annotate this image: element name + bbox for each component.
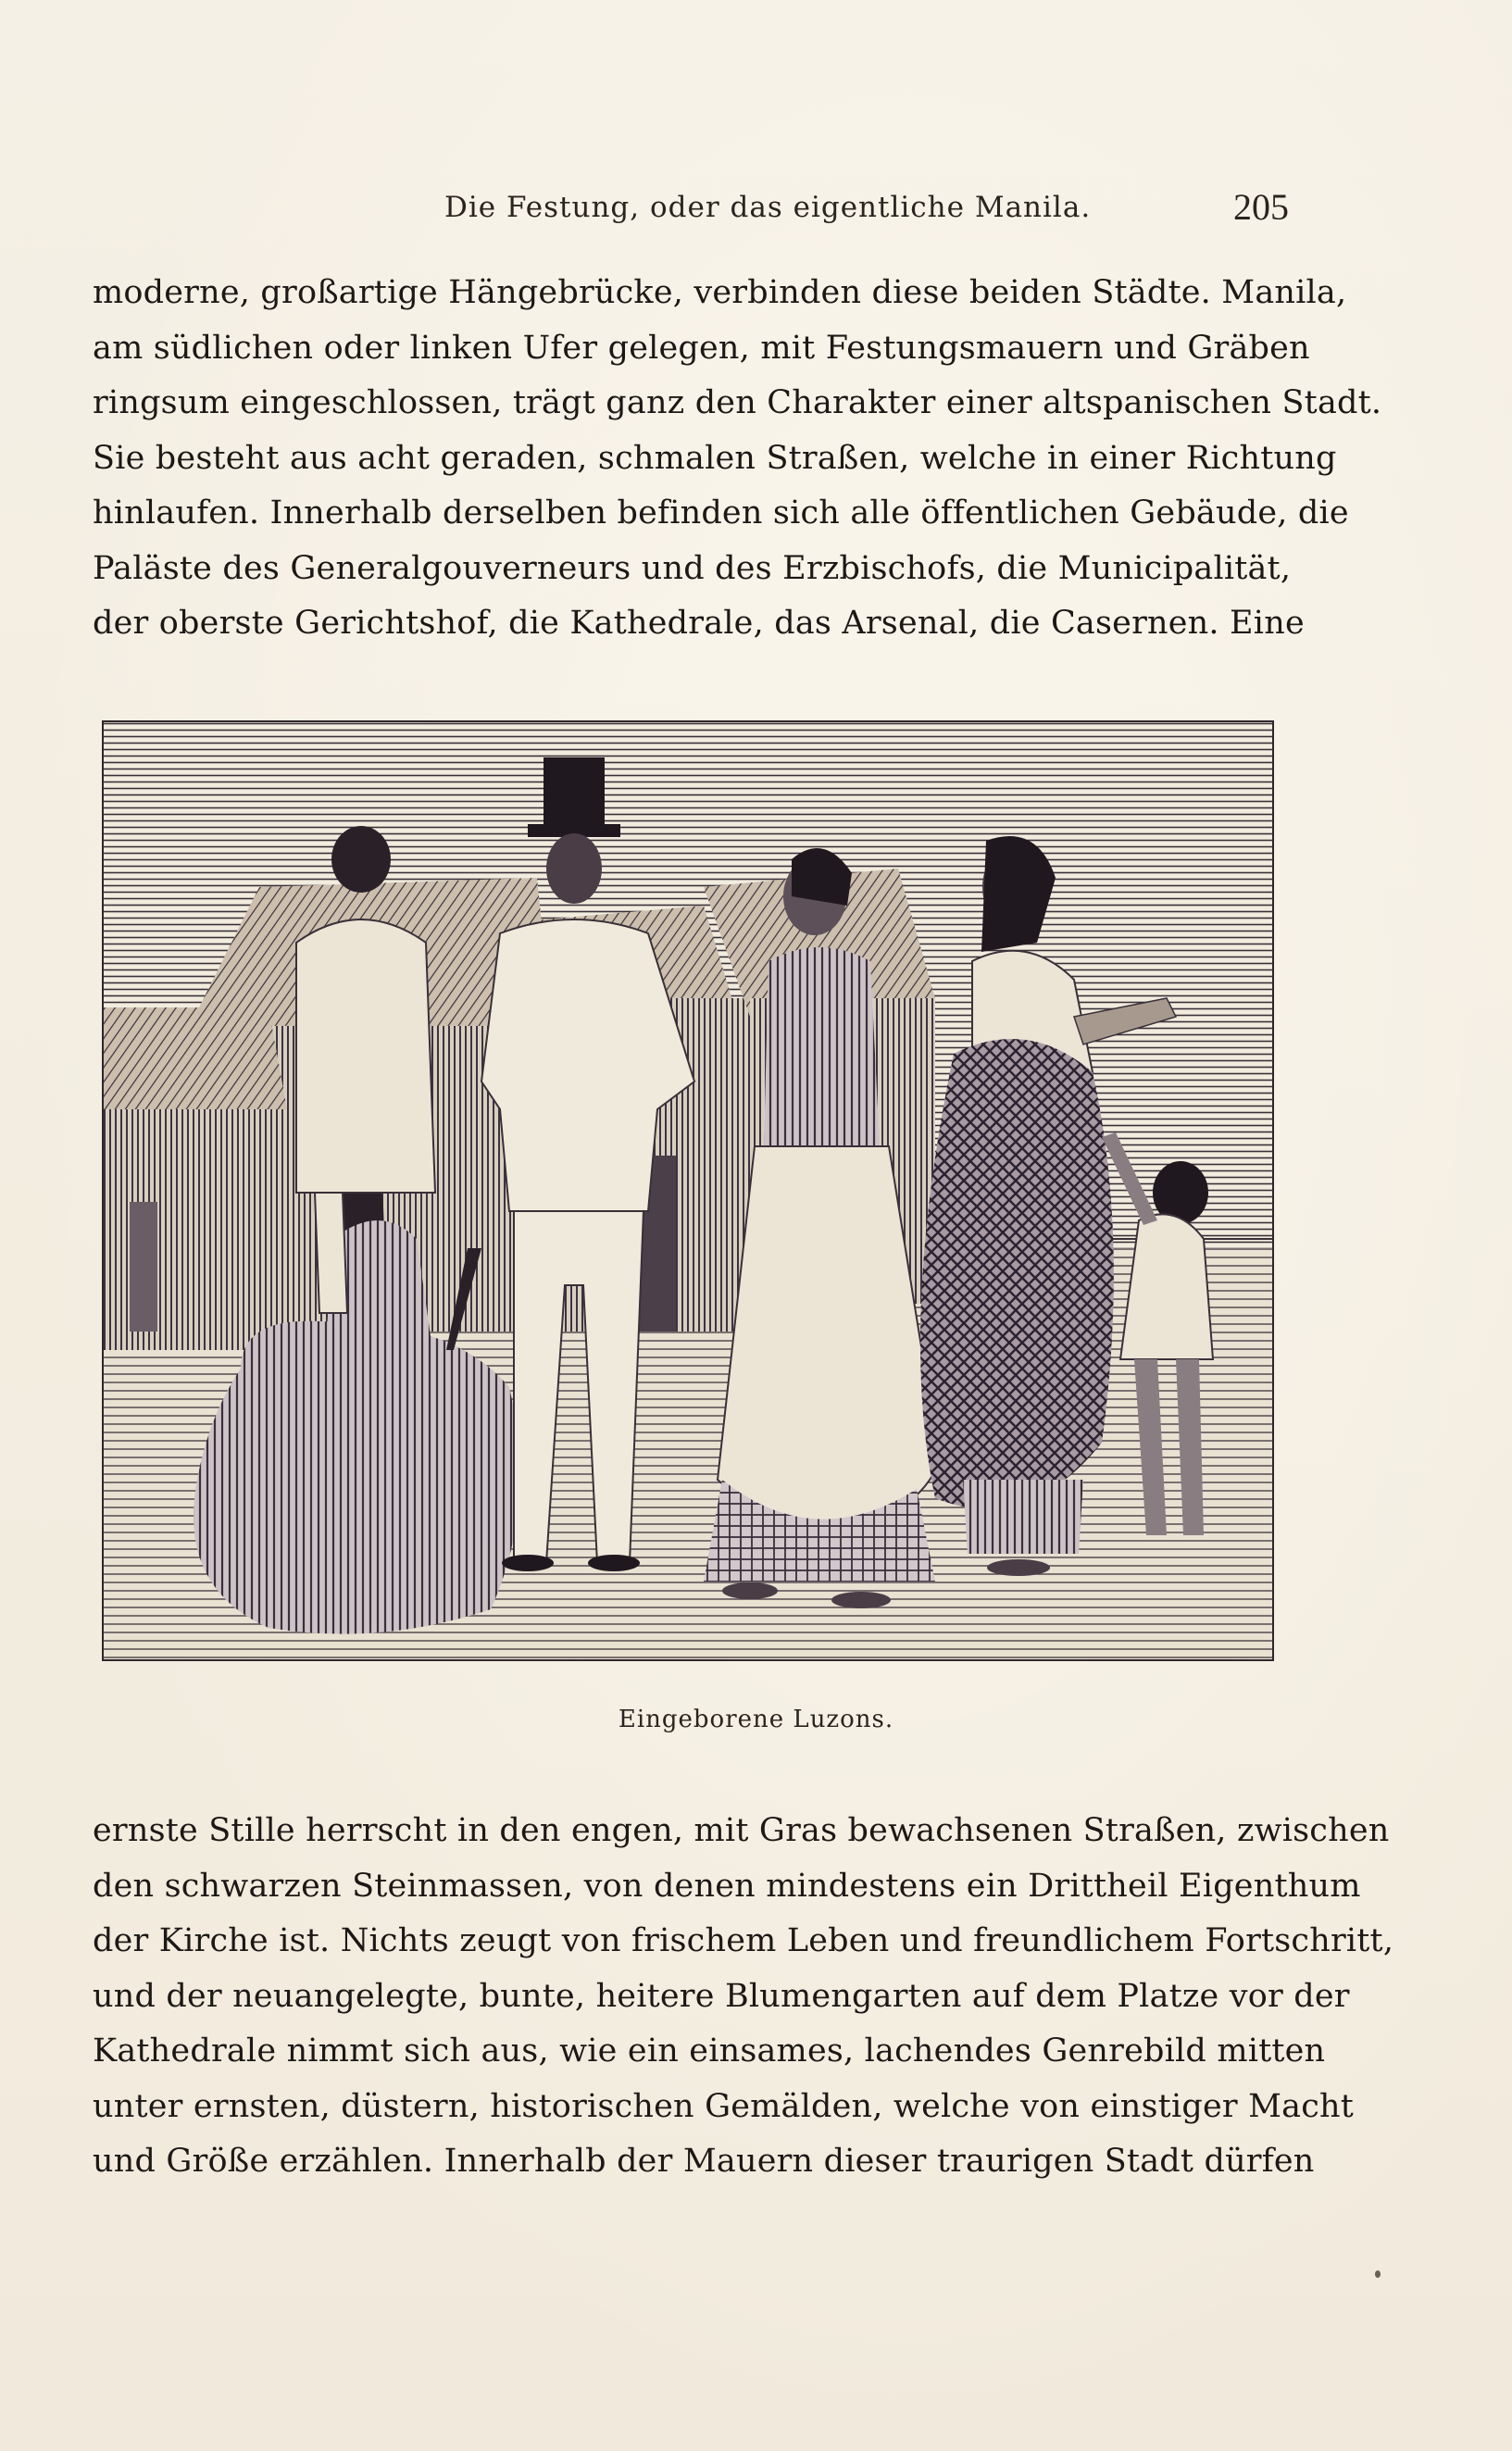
text-line: am südlichen oder linken Ufer gelegen, mit Festungsmauern und Gräben [93, 329, 1310, 367]
text-line: den schwarzen Steinmassen, von denen mindestens ein Drittheil Eigenthum [93, 1867, 1361, 1905]
text-line: Kathedrale nimmt sich aus, wie ein einsames, lachendes Genrebild mitten [93, 2032, 1326, 2070]
text-line: ringsum eingeschlossen, trägt ganz den Charakter einer altspanischen Stadt. [93, 384, 1382, 421]
page-number: 205 [1233, 186, 1289, 228]
engraving-illustration [102, 720, 1274, 1661]
paragraph-top [93, 266, 1382, 652]
page-header [93, 185, 1287, 233]
figure-caption: Eingeborene Luzons. [618, 1706, 894, 1733]
engraving-svg [102, 720, 1274, 1661]
text-line: unter ernsten, düstern, historischen Gemälden, welche von einstiger Macht [93, 2087, 1355, 2125]
text-line: und der neuangelegte, bunte, heitere Blumengarten auf dem Platze vor der [93, 1977, 1350, 2015]
text-line: und Größe erzählen. Innerhalb der Mauern dieser traurigen Stadt dürfen [93, 2143, 1315, 2180]
paragraph-bottom [93, 1804, 1394, 2190]
text-line: moderne, großartige Hängebrücke, verbinden diese beiden Städte. Manila, [93, 274, 1347, 311]
text-line: Sie besteht aus acht geraden, schmalen Straßen, welche in einer Richtung [93, 439, 1337, 477]
text-line: der oberste Gerichtshof, die Kathedrale, das Arsenal, die Casernen. Eine [93, 605, 1305, 642]
ink-speck [1375, 2270, 1381, 2278]
text-line: der Kirche ist. Nichts zeugt von frischem Leben und freundlichem Fortschritt, [93, 1922, 1394, 1959]
text-line: Paläste des Generalgouverneurs und des Erzbischofs, die Municipalität, [93, 549, 1292, 587]
running-head: Die Festung, oder das eigentliche Manila. [444, 191, 1092, 224]
text-line: hinlaufen. Innerhalb derselben befinden sich alle öffentlichen Gebäude, die [93, 494, 1349, 531]
text-line: ernste Stille herrscht in den engen, mit Gras bewachsenen Straßen, zwischen [93, 1812, 1390, 1849]
